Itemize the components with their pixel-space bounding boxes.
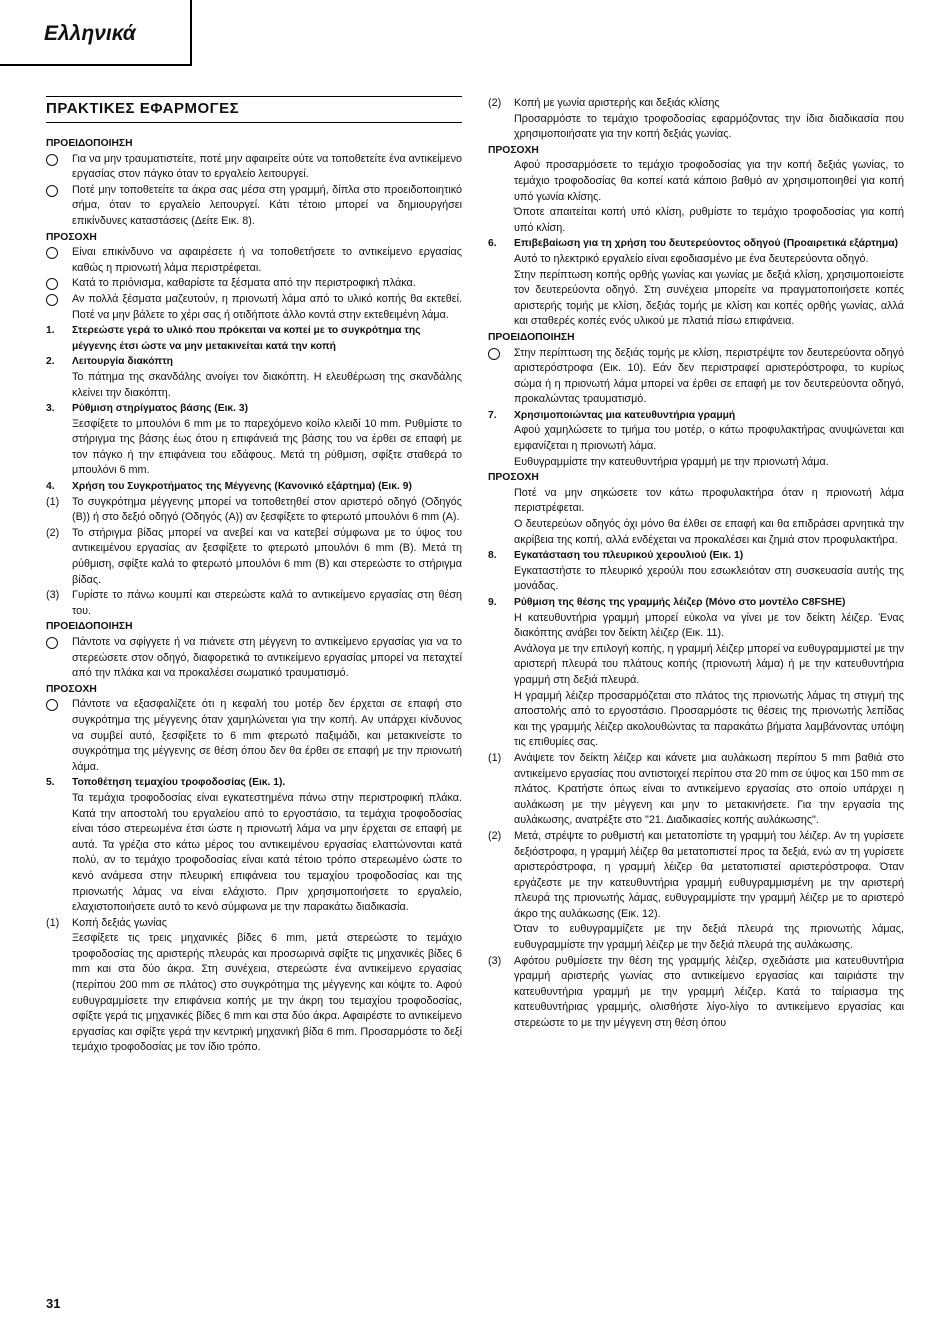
bullet-item xyxy=(46,152,462,183)
notice-label: ΠΡΟΕΙΔΟΠΟΙΗΣΗ xyxy=(46,138,133,149)
heading-rule-top xyxy=(46,96,462,97)
numbered-item xyxy=(46,588,462,619)
bullet-item xyxy=(46,276,462,292)
notice-label: ΠΡΟΕΙΔΟΠΟΙΗΣΗ xyxy=(488,331,575,343)
item-number: (3) xyxy=(46,589,60,602)
circle-bullet-icon xyxy=(46,699,58,711)
item-number: 6. xyxy=(488,238,497,250)
circle-bullet-icon xyxy=(46,294,58,306)
bullet-item xyxy=(46,292,462,323)
numbered-heading xyxy=(46,323,462,354)
item-text: Το συγκρότημα μέγγενης μπορεί να τοποθετηθεί στον αριστερό οδηγό (Οδηγός (B)) ή στο δεξιό οδηγό (Οδηγός (A)) αν ξεσφίξετε το φτερωτό μπουλόνι 6 mm (A). xyxy=(72,495,462,524)
body-paragraph: Προσαρμόστε το τεμάχιο τροφοδοσίας εφαρμόζοντας την ίδια διαδικασία που χρησιμοποιήσατε για την κοπή δεξιάς γωνίας. xyxy=(514,112,904,141)
language-tab xyxy=(0,0,192,66)
bullet-item xyxy=(46,245,462,276)
bullet-text: Είναι επικίνδυνο να αφαιρέσετε ή να τοποθετήσετε το αντικείμενο εργασίας καθώς η πριονωτή λάμα περιστρέφεται. xyxy=(72,246,462,274)
body-paragraph: Ποτέ να μην σηκώσετε τον κάτω προφυλακτήρα όταν η πριονωτή λάμα περιστρέφεται. xyxy=(514,486,904,515)
body-paragraph: Εγκαταστήστε το πλευρικό χερούλι που εσωκλειόταν στη συσκευασία αυτής της μονάδας. xyxy=(514,564,904,593)
item-number: 5. xyxy=(46,777,55,789)
bullet-text: Για να μην τραυματιστείτε, ποτέ μην αφαιρείτε ούτε να τοποθετείτε ένα αντικείμενο εργασίας στον πάγκο όταν το εργαλείο λειτουργεί. xyxy=(72,152,462,181)
numbered-item xyxy=(488,954,904,1032)
numbered-heading xyxy=(488,236,904,252)
bullet-text: Πάντοτε να εξασφαλίζετε ότι η κεφαλή του μοτέρ δεν έρχεται σε επαφή στο συγκρότημα της μέγγενης όταν χαμηλώνεται για την κοπή. Αν υπάρχει κίνδυνος να συμβεί αυτό, ξεσφίξετε το 6 mm φτερωτό παξιμάδι, και μετακινείστε το συγκρότημα της μέγγενης σε θέση όπου δεν θα έρθει σε επαφή με την πριονωτή λάμα. xyxy=(72,698,462,773)
notice-label: ΠΡΟΣΟΧΗ xyxy=(46,683,97,695)
numbered-item xyxy=(46,495,462,526)
body-paragraph: Αφού χαμηλώσετε το τμήμα του μοτέρ, ο κάτω προφυλακτήρας ανυψώνεται και εμφανίζεται η πριονωτή λάμα. xyxy=(514,424,904,453)
numbered-heading xyxy=(46,401,462,417)
bullet-text: Στην περίπτωση της δεξιάς τομής με κλίση, περιστρέψτε τον δευτερεύοντα οδηγό αριστερόστροφα (Εικ. 10). Εάν δεν περιστραφεί αριστερόστροφα, το κυρίως σώμα ή η πριονωτή λάμα μπορεί να έρθει σε επαφή με τον δευτερεύοντα οδηγό, προκαλώντας τραυματισμό. xyxy=(514,346,904,406)
item-text: Γυρίστε το πάνω κουμπί και στερεώστε καλά το αντικείμενο εργασίας στη θέση του. xyxy=(72,589,462,617)
body-paragraph: Όταν το ευθυγραμμίζετε με την δεξιά πλευρά της πριονωτής λάμας, ευθυγραμμίστε την γραμμή λέιζερ με την δεξιά πλευρά της αυλάκωσης. xyxy=(514,923,904,952)
notice-label: ΠΡΟΣΟΧΗ xyxy=(488,144,539,156)
item-text: Ρύθμιση της θέσης της γραμμής λέιζερ (Μόνο στο μοντέλο C8FSHE) xyxy=(514,597,846,608)
item-text: Κοπή δεξιάς γωνίας xyxy=(72,916,167,929)
numbered-item xyxy=(46,526,462,588)
circle-bullet-icon xyxy=(46,154,58,166)
item-text: Χρησιμοποιώντας μια κατευθυντήρια γραμμή xyxy=(514,409,736,421)
right-column xyxy=(488,96,904,1032)
item-text: Ρύθμιση στηρίγματος βάσης (Εικ. 3) xyxy=(72,403,249,415)
item-number: (2) xyxy=(488,97,502,109)
numbered-heading xyxy=(488,408,904,424)
item-number: (2) xyxy=(46,526,60,539)
body-paragraph: Ξεσφίξετε το μπουλόνι 6 mm με το παρεχόμενο κοίλο κλειδί 10 mm. Ρυθμίστε το στήριγμα της βάσης έως ότου η επιφάνειά της βάσης του να έρθει σε επαφή με τον πάγκο ή την επιφάνεια του εδάφους. Μετά τη ρύθμιση, σφίξτε σταθερά το μπουλόνι 6 mm. xyxy=(72,417,462,477)
notice-label: ΠΡΟΕΙΔΟΠΟΙΗΣΗ xyxy=(46,621,133,633)
body-paragraph: Αφού προσαρμόσετε το τεμάχιο τροφοδοσίας για την κοπή δεξιάς γωνίας, το τεμάχιο τροφοδοσίας θα κοπεί κατά κάποιο βαθμό αν χρησιμοποιηθεί για κοπή υπό γωνία κλίσης. xyxy=(514,159,904,203)
item-text: Χρήση του Συγκροτήματος της Μέγγενης (Κανονικό εξάρτημα) (Εικ. 9) xyxy=(72,481,412,493)
item-text: Κοπή με γωνία αριστερής και δεξιάς κλίσης xyxy=(514,97,720,109)
numbered-heading xyxy=(488,548,904,564)
circle-bullet-icon xyxy=(46,185,58,197)
body-paragraph: Ανάλογα με την επιλογή κοπής, η γραμμή λέιζερ μπορεί να ευθυγραμμιστεί με την αριστερή πλευρά του πλάτους κοπής (πριονωτή λάμα) ή με την κατευθυντήρια γραμμή στη δεξιά πλευρά. xyxy=(514,642,904,686)
item-number: (2) xyxy=(488,829,502,842)
item-number: 9. xyxy=(488,597,497,608)
numbered-item xyxy=(488,829,904,923)
left-column xyxy=(46,136,462,1056)
item-text: Εγκατάσταση του πλευρικού χερουλιού (Εικ. 1) xyxy=(514,550,744,562)
numbered-heading xyxy=(488,595,904,611)
heading-rule-bottom xyxy=(46,122,462,123)
item-number: 1. xyxy=(46,325,55,337)
bullet-item xyxy=(488,346,904,408)
item-number: (1) xyxy=(488,751,502,764)
item-text: Ανάψετε τον δείκτη λέιζερ και κάνετε μια αυλάκωση περίπου 5 mm βαθιά στο αντικείμενο εργασίας που αντιστοιχεί περίπου στα 20 mm σε ύψος και 150 mm σε πλάτος. Κρατήστε όπως είναι το αντικείμενο εργασίας στο οποίο υπάρχει η αυλάκωση με την μέγγενη και μην το μετακινήσετε. Για την εργασία της αυλάκωσης, ανατρέξτε στο "21. Διαδικασίες κοπής αυλάκωσης". xyxy=(514,751,904,827)
section-heading: ΠΡΑΚΤΙΚΕΣ ΕΦΑΡΜΟΓΕΣ xyxy=(46,100,240,117)
body-paragraph: Η κατευθυντήρια γραμμή μπορεί εύκολα να γίνει με τον δείκτη λέιζερ. Ένας διακόπτης ανάβει τον δείκτη λέιζερ (Εικ. 11). xyxy=(514,611,904,640)
item-number: (1) xyxy=(46,495,60,508)
body-paragraph: Αυτό το ηλεκτρικό εργαλείο είναι εφοδιασμένο με ένα δευτερεύοντα οδηγό. xyxy=(514,252,869,265)
bullet-item xyxy=(46,697,462,775)
body-paragraph: Το πάτημα της σκανδάλης ανοίγει τον διακόπτη. Η ελευθέρωση της σκανδάλης κλείνει την διακόπτη. xyxy=(72,370,462,399)
bullet-item xyxy=(46,183,462,230)
circle-bullet-icon xyxy=(46,278,58,290)
item-number: 7. xyxy=(488,409,497,421)
item-text: Λειτουργία διακόπτη xyxy=(72,356,173,368)
item-text: Στερεώστε γερά το υλικό που πρόκειται να κοπεί με το συγκρότημα της μέγγενης έτσι ώστε να μην μετακινείται κατά την κοπή xyxy=(72,325,421,352)
body-paragraph: Η γραμμή λέιζερ προσαρμόζεται στο πλάτος της πριονωτής λάμας τη στιγμή της αποστολής από το εργοστάσιο. Προσαρμόστε τις θέσεις της πριονωτής λεπίδας και της γραμμής λέιζερ ακολουθώντας τα παρακάτω βήματα λαμβάνοντας υπόψη τις επιθυμίες σας. xyxy=(514,689,904,749)
notice-label: ΠΡΟΣΟΧΗ xyxy=(46,231,97,243)
numbered-item xyxy=(488,96,904,112)
bullet-text: Αν πολλά ξέσματα μαζευτούν, η πριονωτή λάμα από το υλικό κοπής θα εκτεθεί. Ποτέ να μην βάλετε το χέρι σας ή οτιδήποτε άλλο κοντά στην εκτεθειμένη λάμα. xyxy=(72,292,462,321)
item-text: Αφότου ρυθμίσετε την θέση της γραμμής λέιζερ, σχεδιάστε μια κατευθυντήρια γραμμή αριστερής γωνίας στο αντικείμενο εργασίας και ταιριάστε την κατευθυντήρια γραμμή με την γραμμή λέιζερ. Κατά το ταίριασμα της κατευθυντήριας γραμμής, ολισθήστε λίγο-λίγο το αντικείμενο εργασίας και στερεώστε το με την μέγγενη στη θέση όπου xyxy=(514,954,904,1030)
circle-bullet-icon xyxy=(46,637,58,649)
item-text: Μετά, στρέψτε το ρυθμιστή και μετατοπίστε τη γραμμή του λέιζερ. Αν τη γυρίσετε δεξιόστροφα, η γραμμή λέιζερ θα μετατοπιστεί προς τα δεξιά, ενώ αν τη γυρίσετε αριστερόστροφα, η γραμμή λέιζερ θα μετατοπιστεί αριστερόστροφα. Όταν εργάζεστε με την κατευθυντήρια γραμμή ευθυγραμμισμένη με την αριστερή πλευρά της πριονωτής λάμας, ευθυγραμμίστε την γραμμή λέιζερ με το αριστερό άκρο της αυλάκωσης (Εικ. 12). xyxy=(514,829,904,920)
numbered-heading xyxy=(46,354,462,370)
bullet-text: Ποτέ μην τοποθετείτε τα άκρα σας μέσα στη γραμμή, δίπλα στο προειδοποιητικό σήμα, όταν το εργαλείο λειτουργεί. Κάτι τέτοιο μπορεί να δημιουργήσει επικίνδυνες καταστάσεις (Δείτε Εικ. 8). xyxy=(72,183,462,227)
numbered-item xyxy=(46,916,462,932)
language-label: Ελληνικά xyxy=(44,22,136,45)
circle-bullet-icon xyxy=(488,348,500,360)
item-text: Το στήριγμα βίδας μπορεί να ανεβεί και να κατεβεί σύμφωνα με το ύψος του αντικειμένου εργασίας αν ξεσφίξετε το φτερωτό μπουλόνι 6 mm (B). Μετά τη ρύθμιση, σφίξτε καλά το φτερωτό μπουλόνι 6 mm (B) και στερεώστε το στήριγμα βίδας. xyxy=(72,526,462,586)
bullet-text: Πάντοτε να σφίγγετε ή να πιάνετε στη μέγγενη το αντικείμενο εργασίας για να το στερεώσετε στον οδηγό, διαφορετικά το αντικείμενο εργασίας μπορεί να πεταχτεί από την πλάκα και να προκαλέσει σωματικό τραυματισμό. xyxy=(72,636,462,680)
item-number: (3) xyxy=(488,954,502,967)
body-paragraph: Τα τεμάχια τροφοδοσίας είναι εγκατεστημένα πάνω στην περιστροφική πλάκα. Κατά την αποστολή του εργαλείου από το εργοστάσιο, τα τεμάχια τροφοδοσίας είναι τόσο στερεωμένα έτσι ώστε η πριονωτή λάμα να μην έρχεται σε επαφή με αυτά. Τα γρέζια στο κάτω μέρος του αντικειμένου εργασίας ελαττώνονται κατά πολύ, αν το τεμάχιο τροφοδοσίας είναι κατά τέτοιο τρόπο στερεωμένο ώστε το κενό ανάμεσα στην πλευρική επιφάνεια του τεμαχίου τροφοδοσίας και της πριονωτής λάμας να είναι ελάχιστο. Πριν χρησιμοποιήσετε το εργαλείο, ελαχιστοποιήσετε αυτό το κενό σύμφωνα με την παρακάτω διαδικασία. xyxy=(72,791,462,914)
item-text: Επιβεβαίωση για τη χρήση του δευτερεύοντος οδηγού (Προαιρετικά εξάρτημα) xyxy=(514,238,899,250)
bullet-text: Κατά το πριόνισμα, καθαρίστε τα ξέσματα από την περιστροφική πλάκα. xyxy=(72,277,416,290)
item-text: Τοποθέτηση τεμαχίου τροφοδοσίας (Εικ. 1). xyxy=(72,777,286,789)
body-paragraph: Ο δευτερεύων οδηγός όχι μόνο θα έλθει σε επαφή και θα επιδράσει αρνητικά την ακρίβεια της κοπή, αλλά ενδέχεται να προκαλέσει και ζημιά στον προφυλακτήρα. xyxy=(514,518,904,546)
page-number: 31 xyxy=(46,1296,61,1311)
item-number: 2. xyxy=(46,356,55,368)
numbered-heading xyxy=(46,775,462,791)
item-number: 4. xyxy=(46,481,55,493)
item-number: (1) xyxy=(46,916,60,929)
body-paragraph: Ευθυγραμμίστε την κατευθυντήρια γραμμή με την πριονωτή λάμα. xyxy=(514,455,829,468)
body-paragraph: Ξεσφίξετε τις τρεις μηχανικές βίδες 6 mm, μετά στερεώστε το τεμάχιο τροφοδοσίας της αριστερής πλευράς και προσωρινά σφίξτε τις μηχανικές βίδες 6 mm και στα δύο άκρα. Στη συνέχεια, στερεώστε ένα αντικείμενο εργασίας (περίπου 200 mm σε πλάτος) στο συγκρότημα της μέγγενης και κόψτε το. Αφού ευθυγραμμίσετε την επιφάνεια κοπής με την άκρη του τεμαχίου τροφοδοσίας, σφίξτε γερά τις μηχανικές βίδες 6 mm και στα δύο άκρα. Αφαιρέστε το αντικείμενο εργασίας και σφίξτε γερά την κεντρική μηχανική βίδα 6 mm. Προσαρμόστε το δεξί τεμάχιο τροφοδοσίας με τον ίδιο τρόπο. xyxy=(72,932,462,1054)
body-paragraph: Όποτε απαιτείται κοπή υπό κλίση, ρυθμίστε το τεμάχιο τροφοδοσίας για κοπή υπό κλίση. xyxy=(514,206,904,234)
numbered-heading xyxy=(46,479,462,495)
item-number: 3. xyxy=(46,403,55,415)
body-paragraph: Στην περίπτωση κοπής ορθής γωνίας και γωνίας με δεξιά κλίση, χρησιμοποιείστε τον δευτερεύοντα οδηγό. Στη συνέχεια μπορείτε να πραγματοποιήσετε κοπές αριστερής τομής με κλίση, δεξιάς τομής με κλίση και κοπές ορθής γωνίας, αλλά και σταθερές κοπές ενός υλικού με πλατιά πίσω επιφάνεια. xyxy=(514,268,904,328)
numbered-item xyxy=(488,751,904,829)
bullet-item xyxy=(46,635,462,682)
item-number: 8. xyxy=(488,550,497,562)
circle-bullet-icon xyxy=(46,247,58,259)
notice-label: ΠΡΟΣΟΧΗ xyxy=(488,472,539,484)
